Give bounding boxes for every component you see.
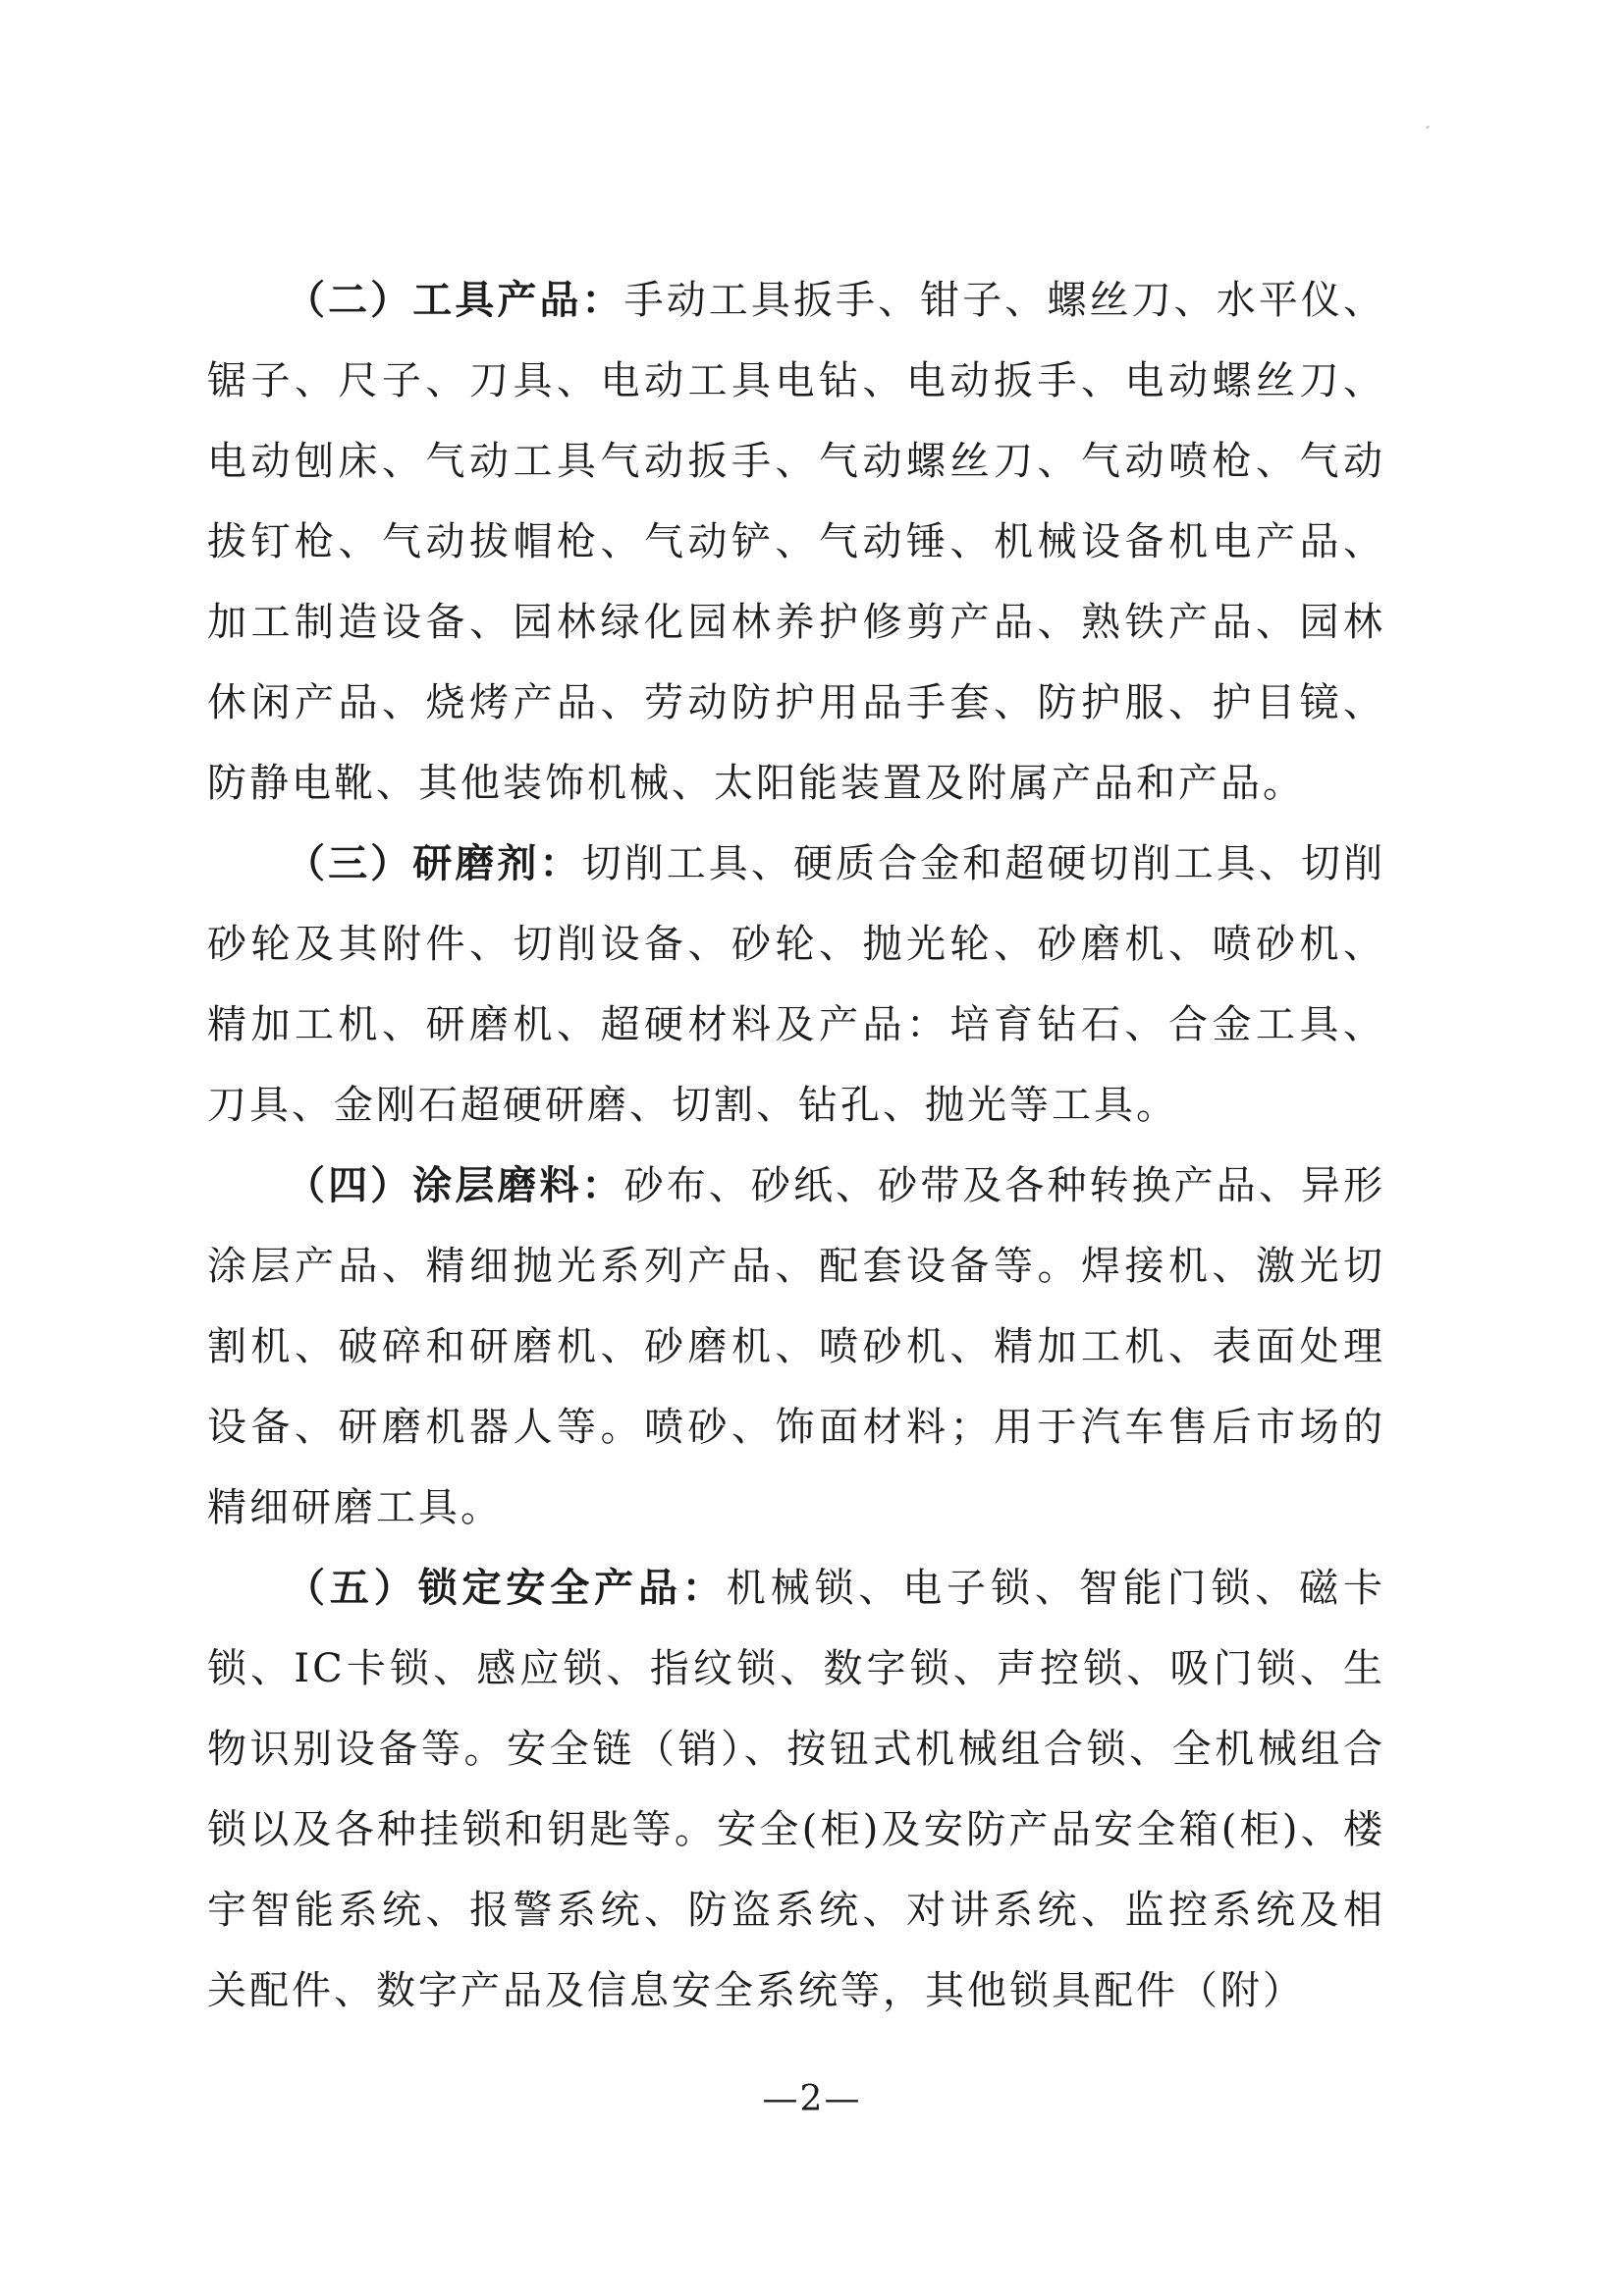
paragraph-coated-abrasives — [207, 1146, 1385, 1548]
paragraph-text: 手动工具扳手、钳子、螺丝刀、水平仪、锯子、尺子、刀具、电动工具电钻、电动扳手、电动螺丝刀、电动刨床、气动工具气动扳手、气动螺丝刀、气动喷枪、气动拔钉枪、气动拔帽枪、气动铲、气动锤、机械设备机电产品、加工制造设备、园林绿化园林养护修剪产品、熟铁产品、园林休闲产品、烧烤产品、劳动防护用品手套、防护服、护目镜、防静电靴、其他装饰机械、太阳能装置及附属产品和产品。 — [207, 278, 1386, 806]
page-number: —2— — [762, 2079, 862, 2119]
paragraph-heading: （五）锁定安全产品： — [286, 1566, 727, 1611]
document-body — [207, 260, 1385, 2031]
scan-speck — [1426, 125, 1431, 130]
paragraph-heading: （四）涂层磨料： — [286, 1163, 624, 1208]
paragraph-tools — [207, 260, 1385, 824]
paragraph-abrasives — [207, 824, 1385, 1146]
paragraph-heading: （三）研磨剂： — [286, 841, 582, 886]
paragraph-text: 砂布、砂纸、砂带及各种转换产品、异形涂层产品、精细抛光系列产品、配套设备等。焊接机、激光切割机、破碎和研磨机、砂磨机、喷砂机、精加工机、表面处理设备、研磨机器人等。喷砂、饰面材料；用于汽车售后市场的精细研磨工具。 — [207, 1163, 1386, 1530]
paragraph-heading: （二）工具产品： — [286, 278, 624, 323]
paragraph-locking-security — [207, 1548, 1385, 2031]
paragraph-text: 机械锁、电子锁、智能门锁、磁卡锁、IC卡锁、感应锁、指纹锁、数字锁、声控锁、吸门锁、生物识别设备等。安全链（销）、按钮式机械组合锁、全机械组合锁以及各种挂锁和钥匙等。安全(柜)及安防产品安全箱(柜)、楼宇智能系统、报警系统、防盗系统、对讲系统、监控系统及相关配件、数字产品及信息安全系统等，其他锁具配件（附） — [207, 1566, 1385, 2013]
paragraph-text: 切削工具、硬质合金和超硬切削工具、切削砂轮及其附件、切削设备、砂轮、抛光轮、砂磨机、喷砂机、精加工机、研磨机、超硬材料及产品：培育钻石、合金工具、刀具、金刚石超硬研磨、切割、钻孔、抛光等工具。 — [207, 841, 1386, 1128]
